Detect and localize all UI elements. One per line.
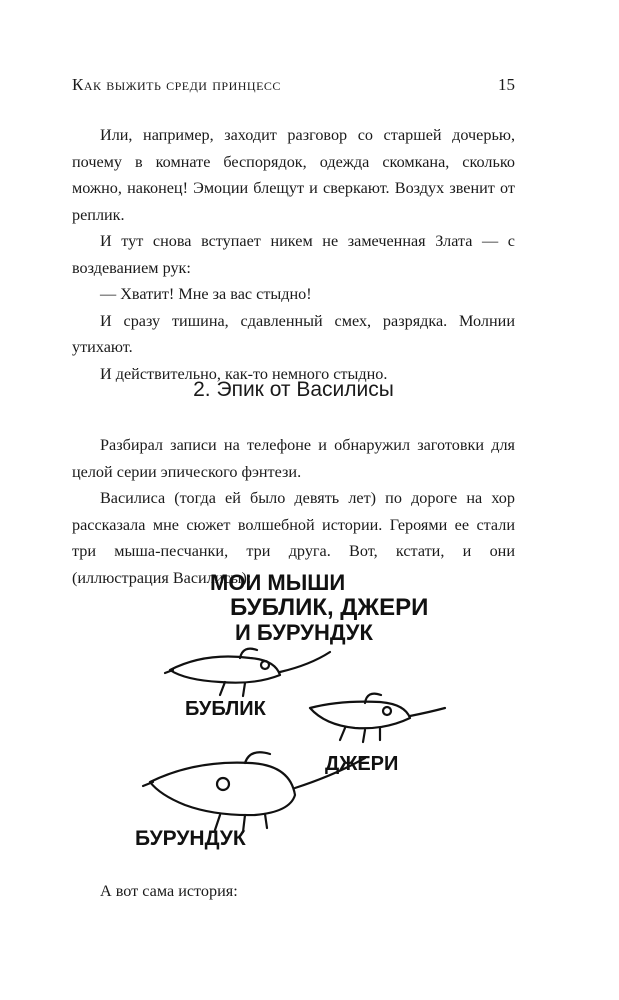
drawing-caption-line3: И БУРУНДУК [235, 620, 373, 645]
page-header [72, 75, 515, 95]
paragraph: И действительно, как-то немного стыдно. [100, 364, 388, 383]
label-jerry: ДЖЕРИ [325, 753, 399, 775]
paragraph: — Хватит! Мне за вас стыдно! [100, 285, 312, 303]
child-drawing-mice [125, 560, 455, 870]
drawing-caption-line2: БУБЛИК, ДЖЕРИ [230, 594, 429, 621]
drawing-caption-line1: МОИ МЫШИ [210, 570, 346, 595]
paragraph: И сразу тишина, сдавленный смех, разрядка. Молнии утихают. [72, 311, 515, 356]
paragraph: Или, например, заходит разговор со старшей дочерью, почему в комнате беспорядок, одежда скомкана, сколько можно, наконец! Эмоции блещут и сверкают. Воздух звенит от реплик. [72, 126, 515, 224]
paragraph: Василиса (тогда ей было девять лет) по дороге на хор рассказала мне сюжет волшебной истории. Героями ее стали три мыша-песчанки, три друга. Вот, кстати, и они (иллюстрация Василисы): [72, 489, 515, 587]
running-title: Как выжить среди принцесс [72, 75, 281, 94]
label-bublik: БУБЛИК [185, 698, 266, 720]
mouse-bublik-icon [165, 649, 330, 696]
paragraph: А вот сама история: [100, 882, 238, 900]
bottom-text-block [72, 878, 515, 905]
paragraph: И тут снова вступает никем не замеченная Злата — с воздеванием рук: [72, 232, 515, 277]
section-title: 2. Эпик от Василисы [193, 378, 394, 401]
page-number: 15 [498, 75, 515, 94]
paragraph: Разбирал записи на телефоне и обнаружил заготовки для целой серии эпического фэнтези. [72, 436, 515, 481]
label-burunduk: БУРУНДУК [135, 827, 246, 850]
top-text-block [72, 122, 515, 387]
mouse-jerry-icon [310, 694, 445, 742]
